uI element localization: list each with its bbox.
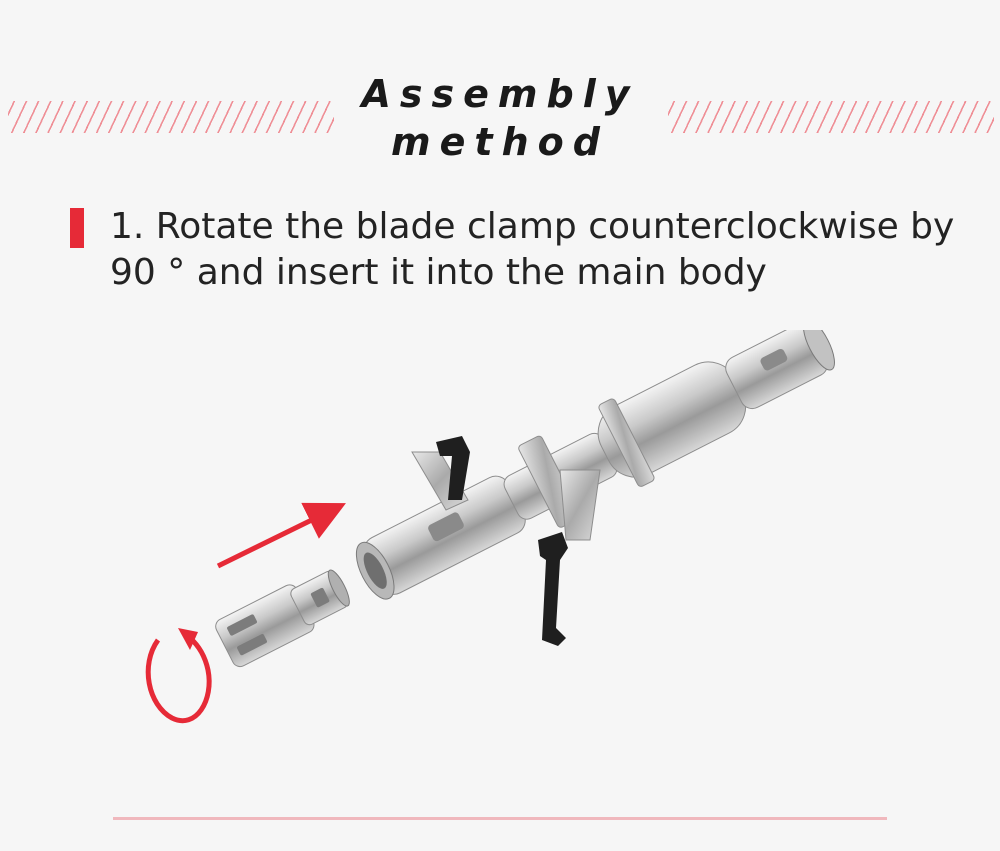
step-line-2: 90 ° and insert it into the main body	[110, 252, 767, 293]
title-line-2: method	[391, 120, 609, 164]
decorative-hatch-right	[668, 101, 994, 133]
step-line-1: 1. Rotate the blade clamp counterclockwise by	[110, 206, 955, 247]
rotation-arrow-icon	[148, 628, 209, 721]
assembly-illustration	[0, 330, 1000, 750]
bottom-divider	[113, 817, 887, 820]
decorative-hatch-left	[8, 101, 334, 133]
step-marker	[70, 208, 84, 248]
page-title	[340, 70, 660, 166]
blade-clamp-part	[213, 562, 356, 669]
insert-direction-arrow	[218, 512, 328, 566]
step-instruction	[110, 204, 990, 296]
lever-lower	[538, 532, 568, 646]
title-line-1: Assembly	[361, 72, 639, 116]
